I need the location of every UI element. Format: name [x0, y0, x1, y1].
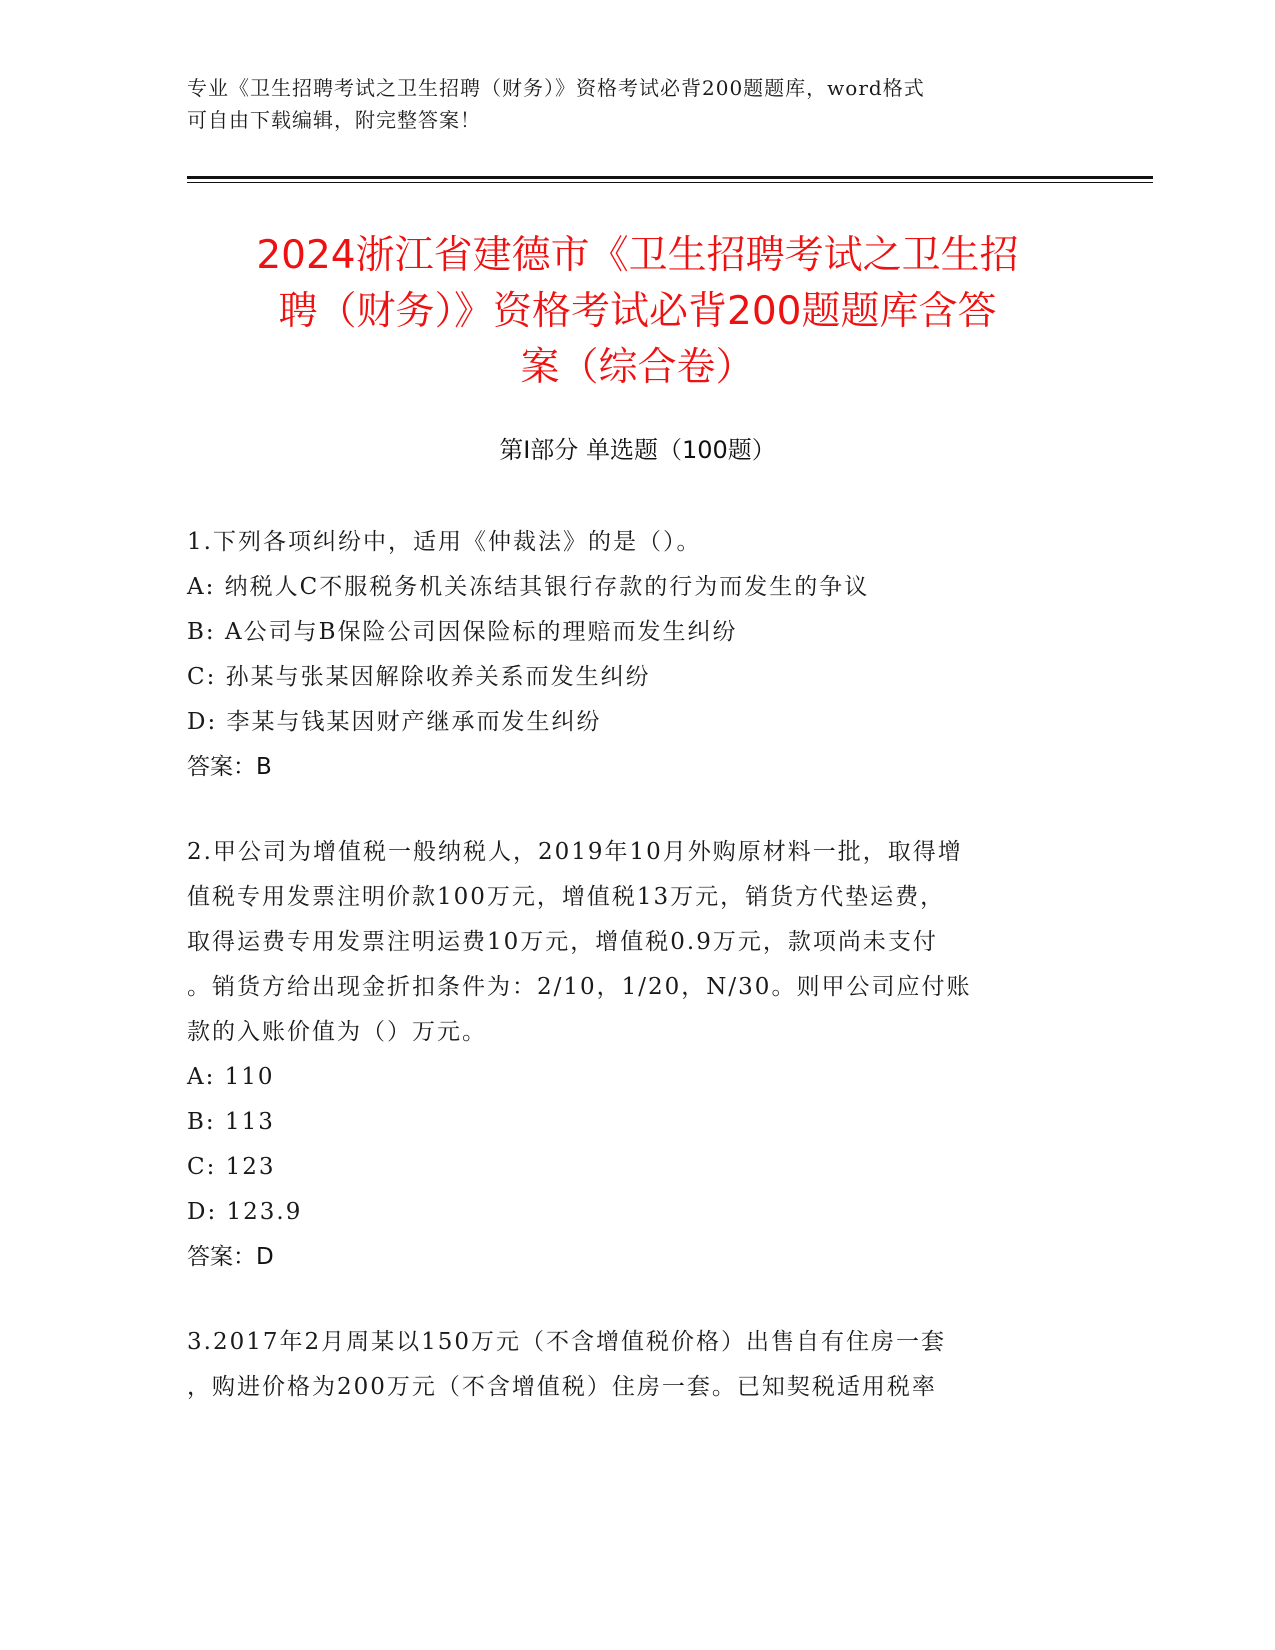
- question-stem-line-2: 值税专用发票注明价款100万元，增值税13万元，销货方代垫运费，: [187, 884, 946, 910]
- section-title: 第Ⅰ部分 单选题（100题）: [499, 436, 776, 464]
- header-note-line-1: 专业《卫生招聘考试之卫生招聘（财务）》资格考试必背200题题库，word格式: [187, 76, 925, 100]
- question-stem-line-4: 。销货方给出现金折扣条件为：2/10，1/20，N/30。则甲公司应付账: [187, 974, 972, 1000]
- question-stem: 1.下列各项纠纷中，适用《仲裁法》的是（）。: [187, 529, 702, 555]
- question-list: [187, 520, 1087, 1450]
- document-title: [160, 228, 1115, 396]
- option-b: B: 113: [187, 1109, 275, 1135]
- document-title-line-2: 聘（财务）》资格考试必背200题题库含答: [278, 289, 997, 334]
- option-c: C: 孙某与张某因解除收养关系而发生纠纷: [187, 664, 651, 690]
- header-divider-thick: [187, 176, 1153, 179]
- question-stem-line-2: ，购进价格为200万元（不含增值税）住房一套。已知契税适用税率: [187, 1374, 937, 1400]
- question-stem-line-1: 3.2017年2月周某以150万元（不含增值税价格）出售自有住房一套: [187, 1329, 947, 1355]
- option-d: D: 123.9: [187, 1199, 303, 1225]
- question-stem-line-3: 取得运费专用发票注明运费10万元，增值税0.9万元，款项尚未支付: [187, 929, 938, 955]
- question-1: [187, 520, 1087, 790]
- question-3: [187, 1320, 1087, 1410]
- document-title-line-1: 2024浙江省建德市《卫生招聘考试之卫生招: [256, 233, 1019, 278]
- option-d: D: 李某与钱某因财产继承而发生纠纷: [187, 709, 602, 735]
- option-a: A: 110: [187, 1064, 275, 1090]
- option-c: C: 123: [187, 1154, 276, 1180]
- question-stem-line-5: 款的入账价值为（）万元。: [187, 1019, 487, 1045]
- answer-label: 答案：D: [187, 1244, 274, 1270]
- answer-label: 答案：B: [187, 754, 272, 780]
- question-stem-line-1: 2.甲公司为增值税一般纳税人，2019年10月外购原材料一批，取得增: [187, 839, 963, 865]
- question-2: [187, 830, 1087, 1280]
- option-b: B: A公司与B保险公司因保险标的理赔而发生纠纷: [187, 619, 738, 645]
- header-note-line-2: 可自由下载编辑，附完整答案！: [187, 108, 481, 132]
- option-a: A: 纳税人C不服税务机关冻结其银行存款的行为而发生的争议: [187, 574, 870, 600]
- header-note: [187, 72, 1087, 136]
- document-title-line-3: 案（综合卷）: [520, 345, 755, 390]
- header-divider-thin: [187, 182, 1153, 183]
